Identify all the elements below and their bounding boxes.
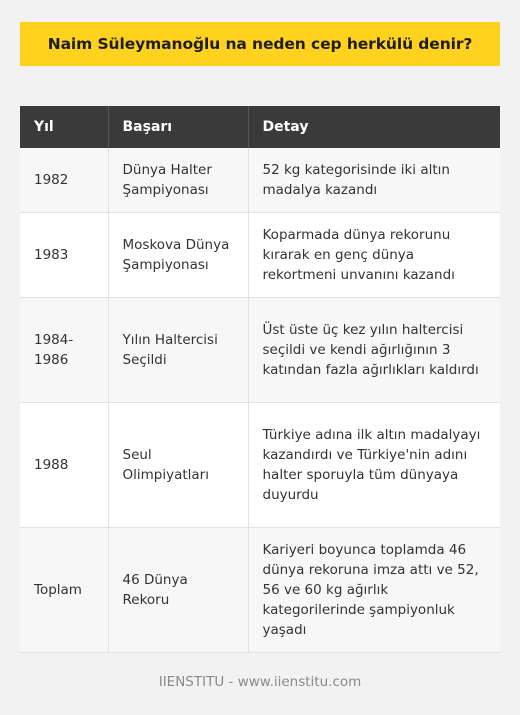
table-row bbox=[20, 527, 500, 652]
cell-year: 1988 bbox=[20, 402, 108, 527]
cell-achievement: 46 Dünya Rekoru bbox=[108, 527, 248, 652]
title-banner bbox=[20, 22, 500, 66]
cell-year: 1984-1986 bbox=[20, 297, 108, 402]
cell-detail: Koparmada dünya rekorunu kırarak en genç dünya rekortmeni unvanını kazandı bbox=[248, 212, 500, 297]
cell-detail: Kariyeri boyunca toplamda 46 dünya rekoruna imza attı ve 52, 56 ve 60 kg ağırlık kategorilerinde şampiyonluk yaşadı bbox=[248, 527, 500, 652]
cell-year: 1982 bbox=[20, 148, 108, 212]
table-row bbox=[20, 402, 500, 527]
cell-achievement: Dünya Halter Şampiyonası bbox=[108, 148, 248, 212]
table-header-row bbox=[20, 106, 500, 148]
table-row bbox=[20, 297, 500, 402]
table-row bbox=[20, 212, 500, 297]
cell-year: 1983 bbox=[20, 212, 108, 297]
achievements-table bbox=[20, 106, 500, 653]
cell-achievement: Yılın Haltercisi Seçildi bbox=[108, 297, 248, 402]
cell-achievement: Seul Olimpiyatları bbox=[108, 402, 248, 527]
table-row bbox=[20, 148, 500, 212]
page-title: Naim Süleymanoğlu na neden cep herkülü denir? bbox=[47, 35, 473, 53]
cell-year: Toplam bbox=[20, 527, 108, 652]
cell-achievement: Moskova Dünya Şampiyonası bbox=[108, 212, 248, 297]
header-year: Yıl bbox=[20, 106, 108, 148]
footer-credit: IIENSTITU - www.iienstitu.com bbox=[158, 674, 362, 690]
cell-detail: 52 kg kategorisinde iki altın madalya kazandı bbox=[248, 148, 500, 212]
cell-detail: Türkiye adına ilk altın madalyayı kazandırdı ve Türkiye'nin adını halter sporuyla tüm dünyaya duyurdu bbox=[248, 402, 500, 527]
cell-detail: Üst üste üç kez yılın haltercisi seçildi ve kendi ağırlığının 3 katından fazla ağırlıkları kaldırdı bbox=[248, 297, 500, 402]
header-achievement: Başarı bbox=[108, 106, 248, 148]
header-detail: Detay bbox=[248, 106, 500, 148]
